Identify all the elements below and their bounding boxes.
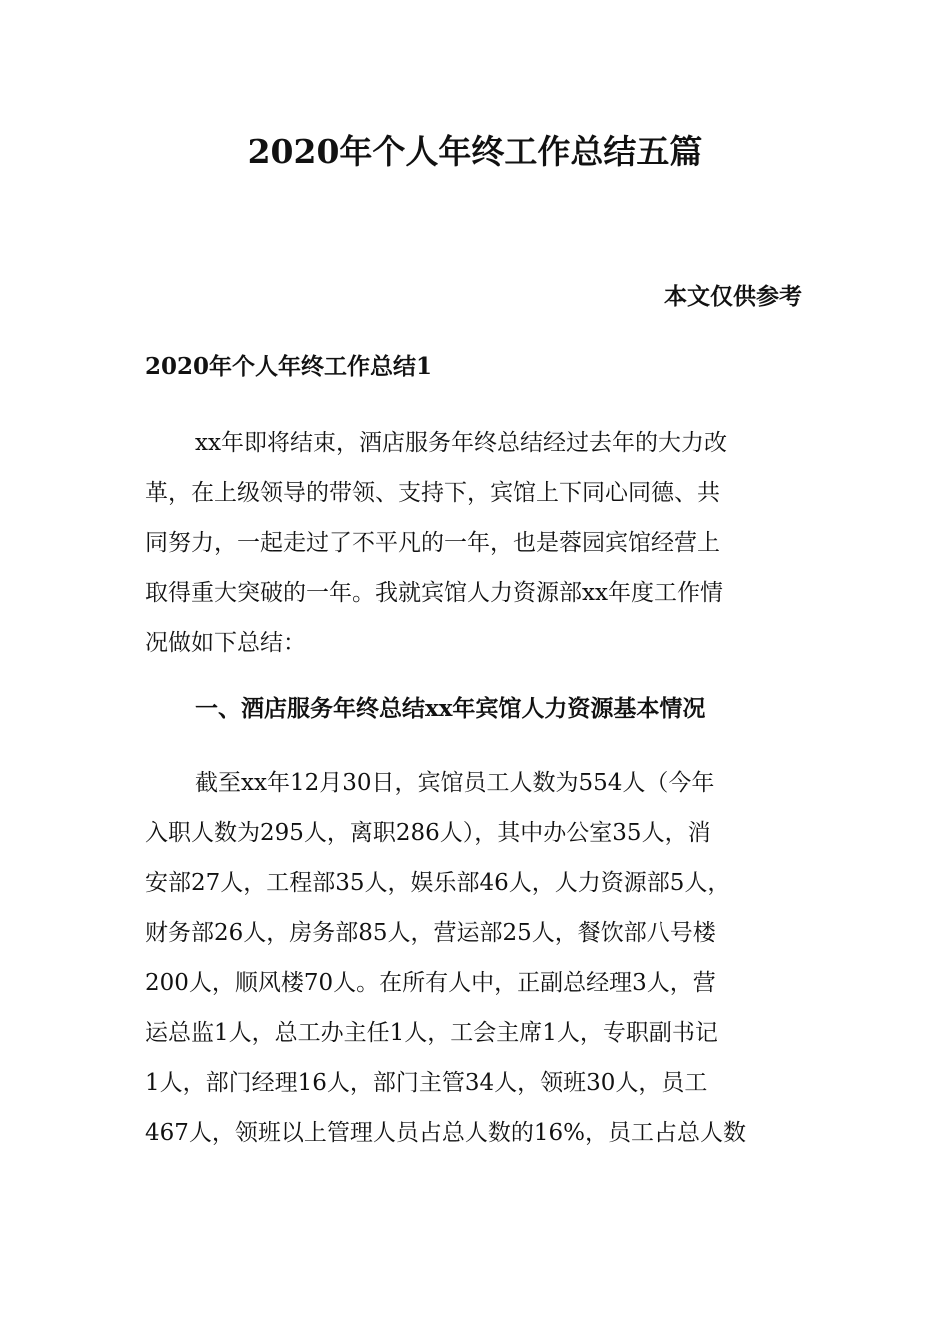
paragraph-line: 截至xx年12月30日，宾馆员工人数为554人（今年 (195, 770, 715, 796)
section-heading: 2020年个人年终工作总结1 (145, 353, 433, 380)
paragraph-line: 同努力，一起走过了不平凡的一年，也是蓉园宾馆经营上 (145, 530, 720, 556)
paragraph-line: 1人，部门经理16人，部门主管34人，领班30人，员工 (145, 1070, 708, 1096)
paragraph-line: 况做如下总结： (145, 630, 306, 656)
paragraph-line: 取得重大突破的一年。我就宾馆人力资源部xx年度工作情 (145, 580, 723, 606)
paragraph-line: xx年即将结束，酒店服务年终总结经过去年的大力改 (195, 430, 727, 456)
paragraph-line: 467人，领班以上管理人员占总人数的16%，员工占总人数 (145, 1120, 747, 1146)
paragraph-line: 财务部26人，房务部85人，营运部25人，餐饮部八号楼 (145, 920, 716, 946)
reference-note: 本文仅供参考 (664, 283, 802, 310)
paragraph-intro (145, 418, 805, 668)
paragraph-line: 入职人数为295人，离职286人），其中办公室35人，消 (145, 820, 711, 846)
paragraph-line: 革，在上级领导的带领、支持下，宾馆上下同心同德、共 (145, 480, 720, 506)
paragraph-line: 运总监1人，总工办主任1人，工会主席1人，专职副书记 (145, 1020, 718, 1046)
paragraph-staffing (145, 758, 805, 1158)
paragraph-line: 安部27人，工程部35人，娱乐部46人，人力资源部5人， (145, 870, 731, 896)
paragraph-line: 200人，顺风楼70人。在所有人中，正副总经理3人，营 (145, 970, 716, 996)
page-title: 2020年个人年终工作总结五篇 (247, 132, 703, 171)
subsection-heading: 一、酒店服务年终总结xx年宾馆人力资源基本情况 (195, 695, 706, 722)
